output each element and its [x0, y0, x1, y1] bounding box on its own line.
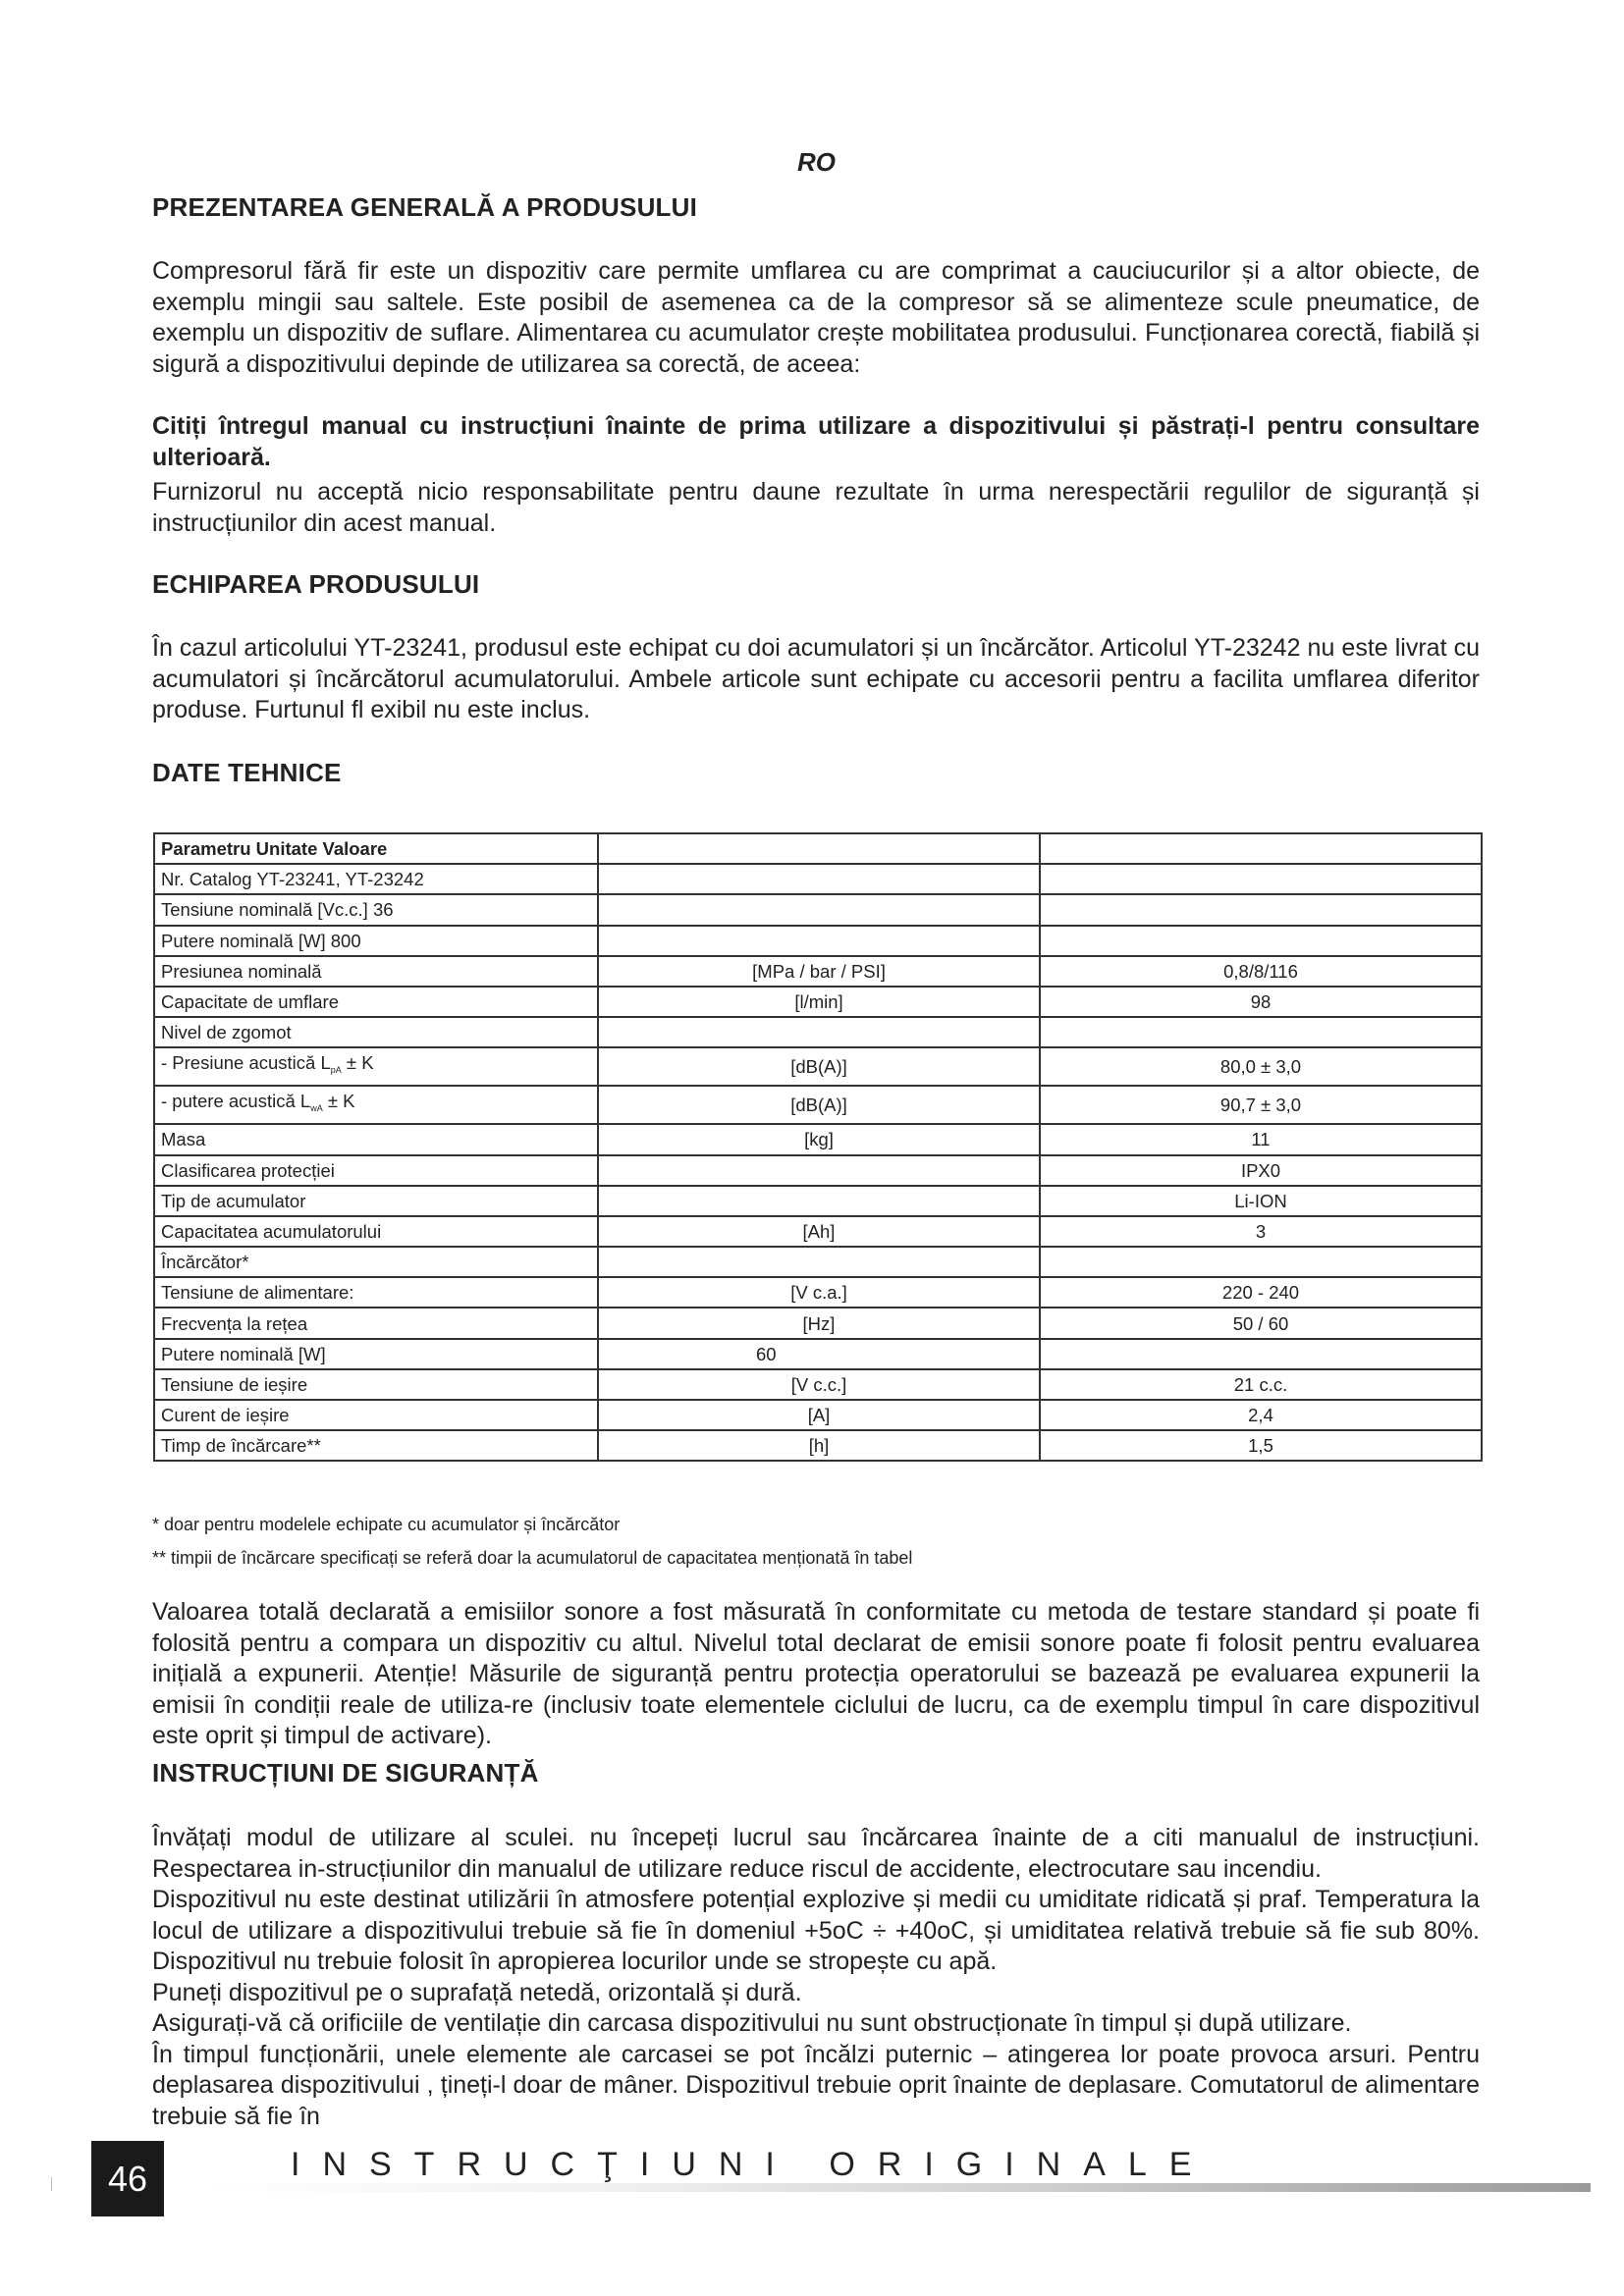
param-cell: Curent de ieșire: [154, 1400, 598, 1430]
technical-data-table: [153, 832, 1483, 1462]
param-cell: Nivel de zgomot: [154, 1017, 598, 1047]
table-row: [154, 1086, 1482, 1124]
unit-cell: [598, 1017, 1040, 1047]
unit-cell: [h]: [598, 1430, 1040, 1461]
table-header-row: [154, 833, 1482, 864]
value-cell: Li-ION: [1040, 1186, 1482, 1216]
overview-paragraph: Compresorul fără fir este un dispozitiv care permite umflarea cu are comprimat a cauciucurilor și a altor obiecte, de exemplu mingii sau saltele. Este posibil de asemenea ca de la compresor să se alimenteze scule pneumatice, de exemplu un dispozitiv de suflare. Alimentarea cu acumulator crește mobilitatea produsului. Funcționarea corectă, fiabilă și sigură a dispozitivului depinde de utilizarea sa corectă, de aceea:: [152, 257, 1480, 378]
unit-cell: [Ah]: [598, 1216, 1040, 1247]
param-cell: - Presiune acustică $L_{pA} \pm K$: [154, 1047, 598, 1086]
unit-cell: [598, 1155, 1040, 1186]
table-header-cell: Parametru Unitate Valoare: [154, 833, 598, 864]
value-cell: [1040, 894, 1482, 925]
param-cell: Clasificarea protecției: [154, 1155, 598, 1186]
param-cell: Capacitatea acumulatorului: [154, 1216, 598, 1247]
value-cell: 21 c.c.: [1040, 1369, 1482, 1400]
unit-cell: [dB(A)]: [598, 1086, 1040, 1124]
read-manual-warning: Citiți întregul manual cu instrucțiuni înainte de prima utilizare a dispozitivului și păstrați-l pentru consultare ulterioară.: [152, 412, 1480, 471]
footer-gradient-bar: [206, 2183, 1591, 2192]
value-cell: 98: [1040, 987, 1482, 1017]
page-number: 46: [91, 2141, 164, 2216]
param-cell: Putere nominală [W]: [154, 1339, 598, 1369]
safety-line: Asigurați-vă că orificiile de ventilație din carcasa dispozitivului nu sunt obstrucționate în timpul și după utilizare.: [152, 2009, 1352, 2037]
param-cell: Tip de acumulator: [154, 1186, 598, 1216]
table-row: [154, 1216, 1482, 1247]
table-row: [154, 1430, 1482, 1461]
table-row: [154, 1247, 1482, 1277]
section-title-technical-data: DATE TEHNICE: [152, 758, 342, 787]
param-cell: Tensiune de alimentare:: [154, 1277, 598, 1308]
value-cell: [1040, 1247, 1482, 1277]
footnote-charging-time: ** timpii de încărcare specificați se referă doar la acumulatorul de capacitatea menționată în tabel: [152, 1548, 913, 1568]
liability-paragraph: Furnizorul nu acceptă nicio responsabilitate pentru daune rezultate în urma nerespectării regulilor de siguranță și instrucțiunilor din acest manual.: [152, 478, 1480, 537]
value-cell: 90,7 ± 3,0: [1040, 1086, 1482, 1124]
param-cell: Tensiune nominală [Vc.c.] 36: [154, 894, 598, 925]
section-title-overview: PREZENTAREA GENERALĂ A PRODUSULUI: [152, 192, 698, 222]
unit-cell: [dB(A)]: [598, 1047, 1040, 1086]
unit-cell: [598, 864, 1040, 894]
table-row: [154, 1155, 1482, 1186]
table-row: [154, 956, 1482, 987]
value-cell: 2,4: [1040, 1400, 1482, 1430]
unit-cell: [V c.a.]: [598, 1277, 1040, 1308]
param-cell: Putere nominală [W] 800: [154, 926, 598, 956]
value-cell: 0,8/8/116: [1040, 956, 1482, 987]
param-cell: Timp de încărcare**: [154, 1430, 598, 1461]
unit-cell: [598, 1186, 1040, 1216]
value-cell: [1040, 926, 1482, 956]
param-cell: - putere acustică $L_{wA} \pm K$: [154, 1086, 598, 1124]
footnote-charger: * doar pentru modelele echipate cu acumulator și încărcător: [152, 1515, 621, 1534]
safety-line: Dispozitivul nu este destinat utilizării în atmosfere potențial explozive și medii cu umiditate ridicată și praf. Temperatura la locul de utilizare a dispozitivului trebuie să fie în domeniul +5oC ÷ +40oC, și umiditatea relativă trebuie să fie sub 80%. Dispozitivul nu trebuie folosit în apropierea locurilor unde se stropește cu apă.: [152, 1886, 1480, 1975]
unit-cell: [V c.c.]: [598, 1369, 1040, 1400]
value-cell: 1,5: [1040, 1430, 1482, 1461]
value-cell: 11: [1040, 1124, 1482, 1154]
table-row: [154, 1308, 1482, 1338]
table-row: [154, 926, 1482, 956]
table-row: [154, 1339, 1482, 1369]
table-row: [154, 1047, 1482, 1086]
value-cell: 3: [1040, 1216, 1482, 1247]
param-cell: Frecvența la rețea: [154, 1308, 598, 1338]
safety-line: Învățați modul de utilizare al sculei. nu începeți lucrul sau încărcarea înainte de a citi manualul de instrucțiuni. Respectarea in-strucțiunilor din manualul de utilizare reduce riscul de accidente, electrocutare sau incendiu.: [152, 1824, 1480, 1883]
unit-cell: [l/min]: [598, 987, 1040, 1017]
value-cell: [1040, 1017, 1482, 1047]
value-cell: IPX0: [1040, 1155, 1482, 1186]
language-code: RO: [797, 147, 836, 177]
unit-cell: [Hz]: [598, 1308, 1040, 1338]
safety-instructions: [152, 1823, 1480, 2132]
margin-mark: [51, 2177, 52, 2191]
value-cell: 80,0 ± 3,0: [1040, 1047, 1482, 1086]
unit-cell: [A]: [598, 1400, 1040, 1430]
unit-cell: [598, 926, 1040, 956]
equipment-paragraph: În cazul articolului YT-23241, produsul este echipat cu doi acumulatori și un încărcător. Articolul YT-23242 nu este livrat cu acumulatori și încărcătorul acumulatorului. Ambele articole sunt echipate cu accesorii pentru a facilita umflarea diferitor produse. Furtunul fl exibil nu este inclus.: [152, 634, 1480, 723]
unit-cell: [598, 894, 1040, 925]
section-title-safety: INSTRUCȚIUNI DE SIGURANȚĂ: [152, 1758, 539, 1788]
noise-emission-paragraph: Valoarea totală declarată a emisiilor sonore a fost măsurată în conformitate cu metoda de testare standard și poate fi folosită pentru a compara un dispozitiv cu altul. Nivelul total declarat de emisii sonore poate fi folosit pentru evaluarea inițială a expunerii. Atenție! Măsurile de siguranță pentru protecția operatorului se bazează pe evaluarea expunerii la emisii în condiții reale de utiliza-re (inclusiv toate elementele ciclului de lucru, ca de exemplu timpul în care dispozitivul este oprit și timpul de activare).: [152, 1598, 1480, 1749]
table-row: [154, 1277, 1482, 1308]
table-row: [154, 1369, 1482, 1400]
table-row: [154, 1017, 1482, 1047]
unit-cell: 60: [598, 1339, 1040, 1369]
value-cell: 220 - 240: [1040, 1277, 1482, 1308]
param-cell: Nr. Catalog YT-23241, YT-23242: [154, 864, 598, 894]
table-row: [154, 894, 1482, 925]
param-cell: Capacitate de umflare: [154, 987, 598, 1017]
table-row: [154, 1186, 1482, 1216]
table-row: [154, 864, 1482, 894]
param-cell: Încărcător*: [154, 1247, 598, 1277]
table-row: [154, 987, 1482, 1017]
table-row: [154, 1400, 1482, 1430]
section-title-equipment: ECHIPAREA PRODUSULUI: [152, 569, 480, 599]
safety-line: Puneți dispozitivul pe o suprafață netedă, orizontală și dură.: [152, 1978, 802, 2006]
value-cell: 50 / 60: [1040, 1308, 1482, 1338]
table-row: [154, 1124, 1482, 1154]
value-cell: [1040, 1339, 1482, 1369]
unit-cell: [MPa / bar / PSI]: [598, 956, 1040, 987]
value-cell: [1040, 864, 1482, 894]
footer-title: INSTRUCŢIUNI ORIGINALE: [291, 2146, 1215, 2183]
unit-cell: [598, 1247, 1040, 1277]
safety-line: În timpul funcționării, unele elemente ale carcasei se pot încălzi puternic – atingerea lor poate provoca arsuri. Pentru deplasarea dispozitivului , țineți-l doar de mâner. Dispozitivul trebuie oprit înainte de deplasare. Comutatorul de alimentare trebuie să fie în: [152, 2040, 1480, 2130]
param-cell: Masa: [154, 1124, 598, 1154]
param-cell: Tensiune de ieșire: [154, 1369, 598, 1400]
param-cell: Presiunea nominală: [154, 956, 598, 987]
unit-cell: [kg]: [598, 1124, 1040, 1154]
